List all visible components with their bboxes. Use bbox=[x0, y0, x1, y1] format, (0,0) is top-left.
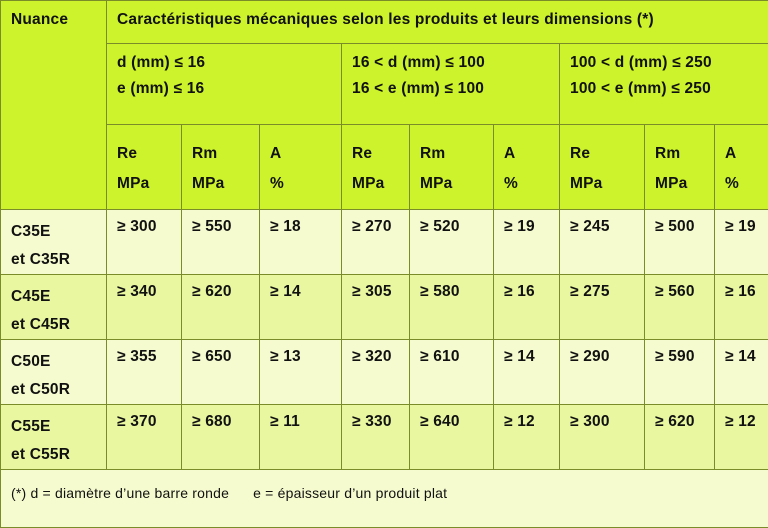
value-cell: ≥ 340 bbox=[107, 275, 182, 340]
table-row bbox=[1, 405, 768, 470]
header-row-caption bbox=[1, 1, 768, 44]
unit-header-rm bbox=[645, 125, 715, 210]
unit-symbol: MPa bbox=[420, 169, 493, 199]
unit-name: Re bbox=[352, 139, 409, 169]
unit-name: Re bbox=[570, 139, 644, 169]
grade-label: C45E bbox=[11, 283, 106, 311]
grade-label: C50E bbox=[11, 348, 106, 376]
table-caption: Caractéristiques mécaniques selon les produits et leurs dimensions (*) bbox=[107, 1, 768, 44]
grade-cell bbox=[1, 405, 107, 470]
range-2-d: 16 < d (mm) ≤ 100 bbox=[352, 50, 559, 76]
value-cell: ≥ 320 bbox=[342, 340, 410, 405]
grade-label: C35E bbox=[11, 218, 106, 246]
value-cell: ≥ 14 bbox=[494, 340, 560, 405]
table-row bbox=[1, 340, 768, 405]
value-cell: ≥ 355 bbox=[107, 340, 182, 405]
value-cell: ≥ 680 bbox=[182, 405, 260, 470]
unit-header-re bbox=[107, 125, 182, 210]
value-cell: ≥ 610 bbox=[410, 340, 494, 405]
range-2-e: 16 < e (mm) ≤ 100 bbox=[352, 76, 559, 102]
value-cell: ≥ 620 bbox=[182, 275, 260, 340]
value-cell: ≥ 270 bbox=[342, 210, 410, 275]
value-cell: ≥ 305 bbox=[342, 275, 410, 340]
unit-name: Rm bbox=[420, 139, 493, 169]
unit-header-rm bbox=[410, 125, 494, 210]
footnote bbox=[1, 470, 768, 528]
value-cell: ≥ 19 bbox=[494, 210, 560, 275]
grade-label: C55E bbox=[11, 413, 106, 441]
value-cell: ≥ 16 bbox=[494, 275, 560, 340]
table-row bbox=[1, 275, 768, 340]
footnote-thickness: e = épaisseur d’un produit plat bbox=[253, 485, 447, 501]
unit-symbol: MPa bbox=[192, 169, 259, 199]
unit-symbol: MPa bbox=[655, 169, 714, 199]
unit-name: A bbox=[725, 139, 768, 169]
value-cell: ≥ 14 bbox=[260, 275, 342, 340]
unit-name: Rm bbox=[655, 139, 714, 169]
range-header-2 bbox=[342, 44, 560, 125]
grade-label: et C35R bbox=[11, 246, 106, 274]
table-row bbox=[1, 210, 768, 275]
range-1-d: d (mm) ≤ 16 bbox=[117, 50, 341, 76]
value-cell: ≥ 300 bbox=[107, 210, 182, 275]
grade-cell bbox=[1, 275, 107, 340]
value-cell: ≥ 13 bbox=[260, 340, 342, 405]
unit-name: A bbox=[270, 139, 341, 169]
unit-header-a bbox=[260, 125, 342, 210]
value-cell: ≥ 520 bbox=[410, 210, 494, 275]
value-cell: ≥ 12 bbox=[494, 405, 560, 470]
value-cell: ≥ 290 bbox=[560, 340, 645, 405]
unit-header-re bbox=[560, 125, 645, 210]
unit-header-a bbox=[494, 125, 560, 210]
value-cell: ≥ 580 bbox=[410, 275, 494, 340]
grade-cell bbox=[1, 340, 107, 405]
value-cell: ≥ 550 bbox=[182, 210, 260, 275]
value-cell: ≥ 275 bbox=[560, 275, 645, 340]
unit-symbol: MPa bbox=[117, 169, 181, 199]
range-3-d: 100 < d (mm) ≤ 250 bbox=[570, 50, 768, 76]
value-cell: ≥ 640 bbox=[410, 405, 494, 470]
value-cell: ≥ 620 bbox=[645, 405, 715, 470]
grade-label: et C55R bbox=[11, 441, 106, 469]
range-header-1 bbox=[107, 44, 342, 125]
value-cell: ≥ 16 bbox=[715, 275, 768, 340]
unit-symbol: % bbox=[504, 169, 559, 199]
value-cell: ≥ 300 bbox=[560, 405, 645, 470]
unit-header-re bbox=[342, 125, 410, 210]
value-cell: ≥ 590 bbox=[645, 340, 715, 405]
header-row-ranges bbox=[1, 44, 768, 125]
unit-name: A bbox=[504, 139, 559, 169]
grade-label: et C45R bbox=[11, 311, 106, 339]
unit-header-rm bbox=[182, 125, 260, 210]
value-cell: ≥ 500 bbox=[645, 210, 715, 275]
range-header-3 bbox=[560, 44, 768, 125]
range-3-e: 100 < e (mm) ≤ 250 bbox=[570, 76, 768, 102]
nuance-header: Nuance bbox=[1, 1, 107, 210]
value-cell: ≥ 245 bbox=[560, 210, 645, 275]
grade-cell bbox=[1, 210, 107, 275]
range-1-e: e (mm) ≤ 16 bbox=[117, 76, 341, 102]
unit-symbol: MPa bbox=[570, 169, 644, 199]
value-cell: ≥ 650 bbox=[182, 340, 260, 405]
unit-symbol: MPa bbox=[352, 169, 409, 199]
footnote-row bbox=[1, 470, 768, 528]
value-cell: ≥ 370 bbox=[107, 405, 182, 470]
value-cell: ≥ 12 bbox=[715, 405, 768, 470]
footnote-diameter: (*) d = diamètre d’une barre ronde bbox=[11, 485, 229, 501]
value-cell: ≥ 14 bbox=[715, 340, 768, 405]
header-row-units bbox=[1, 125, 768, 210]
grade-label: et C50R bbox=[11, 376, 106, 404]
data-rows bbox=[1, 210, 768, 470]
unit-name: Rm bbox=[192, 139, 259, 169]
unit-symbol: % bbox=[270, 169, 341, 199]
value-cell: ≥ 560 bbox=[645, 275, 715, 340]
unit-name: Re bbox=[117, 139, 181, 169]
value-cell: ≥ 19 bbox=[715, 210, 768, 275]
value-cell: ≥ 330 bbox=[342, 405, 410, 470]
unit-symbol: % bbox=[725, 169, 768, 199]
value-cell: ≥ 11 bbox=[260, 405, 342, 470]
value-cell: ≥ 18 bbox=[260, 210, 342, 275]
unit-header-a bbox=[715, 125, 768, 210]
